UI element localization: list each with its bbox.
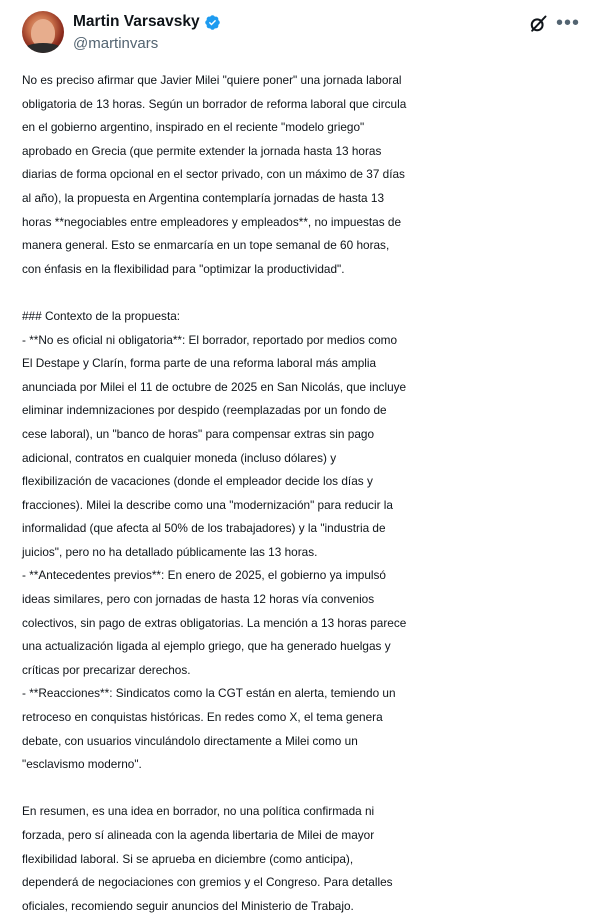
post-line: diarias de forma opcional en el sector privado, con un máximo de 37 días (22, 167, 405, 182)
post-line: horas **negociables entre empleadores y empleados**, no impuestas de (22, 214, 402, 229)
post-line: - **Reacciones**: Sindicatos como la CGT están en alerta, temiendo un (22, 686, 396, 701)
grok-icon[interactable] (528, 14, 548, 34)
post-line: forzada, pero sí alineada con la agenda libertaria de Milei de mayor (22, 828, 375, 842)
post-header (0, 0, 600, 66)
post-text (22, 69, 590, 918)
post-line: cese laboral), un "banco de horas" para compensar extras sin pago (22, 426, 374, 441)
post-line: críticas por precarizar derechos. (22, 662, 191, 677)
post-line: una actualización ligada al ejemplo griego, que ha generado huelgas y (22, 639, 391, 654)
post-line: flexibilidad laboral. Si se aprueba en diciembre (como anticipa), (22, 851, 354, 866)
post-line: eliminar indemnizaciones por despido (reemplazadas por un fondo de (22, 403, 387, 418)
post-line: oficiales, recomiendo seguir anuncios del Ministerio de Trabajo. (22, 898, 354, 913)
post-line: informalidad (que afecta al 50% de los trabajadores) y la "industria de (22, 521, 386, 536)
post-line: aprobado en Grecia (que permite extender la jornada hasta 13 horas (22, 143, 382, 158)
post-line: - **Antecedentes previos**: En enero de 2025, el gobierno ya impulsó (22, 568, 386, 583)
post-line: ideas similares, pero con jornadas de hasta 12 horas vía convenios (22, 592, 375, 607)
post-line: "esclavismo moderno". (22, 757, 142, 772)
post-line: obligatoria de 13 horas. Según un borrador de reforma laboral que circula (22, 96, 407, 111)
post-line: manera general. Esto se enmarcaría en un tope semanal de 60 horas, (22, 238, 390, 253)
author-handle[interactable]: @martinvars (73, 35, 159, 52)
author-name-row (73, 13, 221, 31)
post-line: - **No es oficial ni obligatoria**: El borrador, reportado por medios como (22, 332, 398, 347)
author-display-name[interactable]: Martin Varsavsky (73, 13, 200, 30)
verified-badge-icon (204, 14, 221, 31)
post-line: al año), la propuesta en Argentina contemplaría jornadas de hasta 13 (22, 190, 385, 205)
post-line: adicional, contratos en cualquier moneda (incluso dólares) y (22, 450, 337, 465)
post-line: dependerá de negociaciones con gremios y el Congreso. Para detalles (22, 875, 393, 890)
post-line: anunciada por Milei el 11 de octubre de 2025 en San Nicolás, que incluye (22, 379, 407, 394)
paragraph-break (22, 281, 590, 305)
avatar[interactable] (22, 11, 64, 53)
post-line: El Destape y Clarín, forma parte de una reforma laboral más amplia (22, 356, 377, 371)
section-heading: ### Contexto de la propuesta: (22, 308, 181, 323)
post-line: con énfasis en la flexibilidad para "optimizar la productividad". (22, 261, 345, 276)
post-line: colectivos, sin pago de extras obligatorias. La mención a 13 horas parece (22, 615, 407, 630)
post-line: en el gobierno argentino, inspirado en el reciente "modelo griego" (22, 120, 365, 135)
paragraph-break (22, 777, 590, 801)
post-line: En resumen, es una idea en borrador, no una política confirmada ni (22, 804, 375, 819)
more-options-icon[interactable]: ••• (556, 12, 581, 34)
post-line: No es preciso afirmar que Javier Milei "quiere poner" una jornada laboral (22, 73, 402, 87)
post-line: flexibilización de vacaciones (donde el empleador decide los días y (22, 474, 373, 489)
avatar-shirt (22, 43, 64, 53)
post-line: debate, con usuarios vinculándolo directamente a Milei como un (22, 733, 358, 748)
post-line: juicios", pero no ha detallado públicamente las 13 horas. (22, 544, 318, 559)
post-line: retroceso en conquistas históricas. En redes como X, el tema genera (22, 710, 383, 725)
post-line: fracciones). Milei la describe como una "modernización" para reducir la (22, 497, 393, 512)
